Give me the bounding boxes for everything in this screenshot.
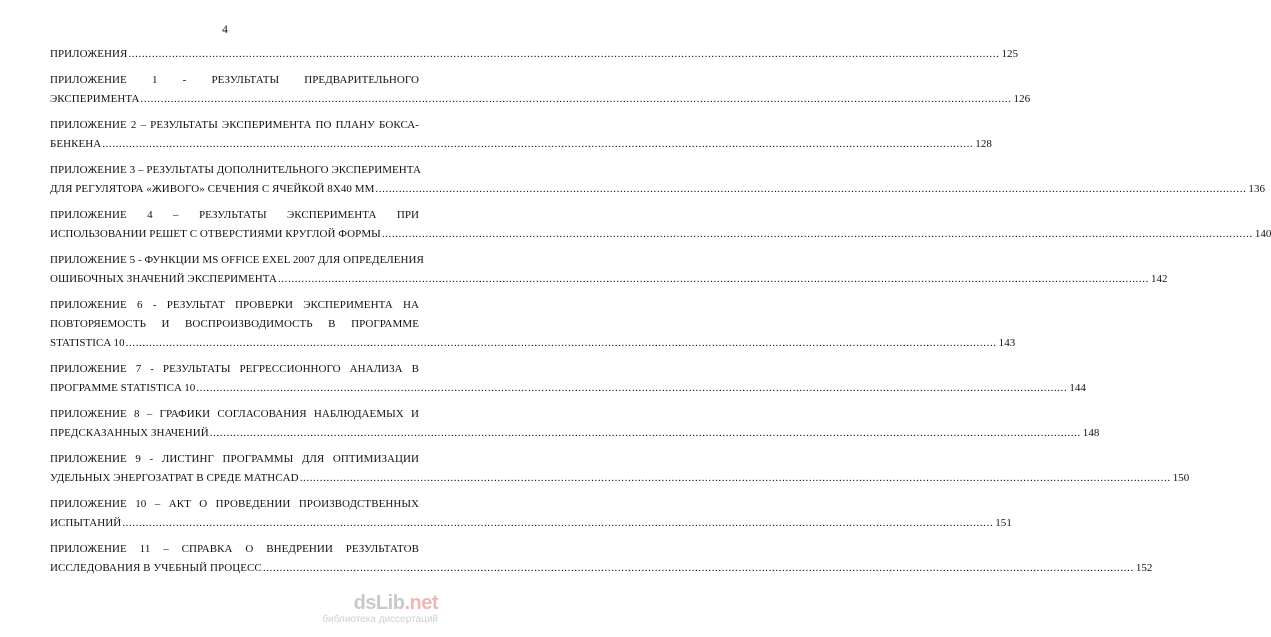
toc-entry-last-line [50,334,1016,353]
toc-entry [50,251,1168,289]
toc-entry-line: ПРИЛОЖЕНИЕ 4 – РЕЗУЛЬТАТЫ ЭКСПЕРИМЕНТА ПРИ [50,209,419,221]
toc-page-number: 136 [1248,183,1266,195]
toc-entry [50,405,1100,443]
toc-entry-title: STATISTICA 10 [50,337,125,349]
toc-leader-dots: .................................................................................................................................................................................................................................................................... [128,48,1000,60]
toc-leader-dots: .................................................................................................................................................................................................................................................................... [277,273,1149,285]
toc-entry-title: УДЕЛЬНЫХ ЭНЕРГОЗАТРАТ В СРЕДЕ MATHCAD [50,472,299,484]
toc-entry [50,360,1086,398]
toc-entry-line: ПРИЛОЖЕНИЕ 1 - РЕЗУЛЬТАТЫ ПРЕДВАРИТЕЛЬНОГО [50,74,419,86]
toc-leader-dots: .................................................................................................................................................................................................................................................................... [209,427,1081,439]
toc-entry-last-line [50,379,1086,398]
toc-leader-dots: .................................................................................................................................................................................................................................................................... [122,517,994,529]
toc-entry-line: ПРИЛОЖЕНИЕ 10 – АКТ О ПРОВЕДЕНИИ ПРОИЗВОДСТВЕННЫХ [50,498,419,510]
toc-page-number: 143 [998,337,1016,349]
toc-entry-title: ИССЛЕДОВАНИЯ В УЧЕБНЫЙ ПРОЦЕСС [50,562,262,574]
toc-entry-title: ДЛЯ РЕГУЛЯТОРА «ЖИВОГО» СЕЧЕНИЯ С ЯЧЕЙКОЙ 8Х40 ММ [50,183,375,195]
toc-page-number: 148 [1082,427,1100,439]
page-number: 4 [222,24,228,36]
toc-entry-title: ИСПОЛЬЗОВАНИИ РЕШЕТ С ОТВЕРСТИЯМИ КРУГЛОЙ ФОРМЫ [50,228,381,240]
toc-entry [50,206,1271,244]
toc-entry [50,495,1012,533]
toc-entry [50,45,1019,64]
toc-entry-line: ПОВТОРЯЕМОСТЬ И ВОСПРОИЗВОДИМОСТЬ В ПРОГРАММЕ [50,318,419,330]
toc-entry-last-line [50,135,992,154]
toc-leader-dots: .................................................................................................................................................................................................................................................................... [140,93,1012,105]
toc-leader-dots: .................................................................................................................................................................................................................................................................... [102,138,974,150]
toc-entry-title: ПРОГРАММЕ STATISTICA 10 [50,382,196,394]
toc-entry-line: ПРИЛОЖЕНИЕ 8 – ГРАФИКИ СОГЛАСОВАНИЯ НАБЛЮДАЕМЫХ И [50,408,419,420]
toc-entry-title: ЭКСПЕРИМЕНТА [50,93,140,105]
table-of-contents [50,45,1271,585]
watermark-subtitle: библиотека диссертаций [322,614,438,625]
toc-entry-title: ИСПЫТАНИЙ [50,517,122,529]
toc-leader-dots: .................................................................................................................................................................................................................................................................... [125,337,997,349]
toc-leader-dots: .................................................................................................................................................................................................................................................................... [196,382,1068,394]
toc-entry-line: ПРИЛОЖЕНИЕ 9 - ЛИСТИНГ ПРОГРАММЫ ДЛЯ ОПТИМИЗАЦИИ [50,453,419,465]
toc-entry-last-line [50,559,1153,578]
toc-entry-last-line [50,180,1266,199]
toc-page-number: 128 [975,138,992,150]
toc-page-number: 126 [1013,93,1031,105]
toc-leader-dots: .................................................................................................................................................................................................................................................................... [262,562,1134,574]
toc-entry-line: ПРИЛОЖЕНИЕ 5 - ФУНКЦИИ MS OFFICE EXEL 2007 ДЛЯ ОПРЕДЕЛЕНИЯ [50,254,424,266]
toc-entry-line: ПРИЛОЖЕНИЕ 11 – СПРАВКА О ВНЕДРЕНИИ РЕЗУЛЬТАТОВ [50,543,419,555]
toc-entry-title: БЕНКЕНА [50,138,102,150]
toc-entry [50,161,1266,199]
toc-entry [50,296,1016,353]
watermark-logo-text: dsLib.net [353,592,438,614]
toc-leader-dots: .................................................................................................................................................................................................................................................................... [375,183,1247,195]
toc-entry-line: ПРИЛОЖЕНИЕ 6 - РЕЗУЛЬТАТ ПРОВЕРКИ ЭКСПЕРИМЕНТА НА [50,299,419,311]
toc-entry-last-line [50,45,1019,64]
toc-entry-title: ПРИЛОЖЕНИЯ [50,48,128,60]
toc-entry-title: ПРЕДСКАЗАННЫХ ЗНАЧЕНИЙ [50,427,209,439]
toc-page-number: 142 [1150,273,1168,285]
toc-page-number: 125 [1001,48,1019,60]
toc-entry-last-line [50,270,1168,289]
toc-entry-last-line [50,225,1271,244]
toc-entry-last-line [50,469,1190,488]
toc-entry [50,71,1031,109]
toc-page-number: 151 [995,517,1012,529]
toc-entry-line: ПРИЛОЖЕНИЕ 3 – РЕЗУЛЬТАТЫ ДОПОЛНИТЕЛЬНОГО ЭКСПЕРИМЕНТА [50,164,422,176]
toc-entry [50,116,992,154]
toc-page-number: 150 [1172,472,1190,484]
toc-leader-dots: .................................................................................................................................................................................................................................................................... [299,472,1171,484]
toc-entry-last-line [50,90,1031,109]
toc-entry [50,450,1190,488]
toc-entry [50,540,1153,578]
toc-page-number: 140 [1254,228,1271,240]
toc-leader-dots: .................................................................................................................................................................................................................................................................... [381,228,1253,240]
toc-entry-title: ОШИБОЧНЫХ ЗНАЧЕНИЙ ЭКСПЕРИМЕНТА [50,273,277,285]
toc-entry-last-line [50,424,1100,443]
watermark-logo [308,593,438,627]
toc-entry-line: ПРИЛОЖЕНИЕ 2 – РЕЗУЛЬТАТЫ ЭКСПЕРИМЕНТА ПО ПЛАНУ БОКСА- [50,119,419,131]
toc-entry-last-line [50,514,1012,533]
toc-page-number: 144 [1069,382,1086,394]
toc-page-number: 152 [1135,562,1153,574]
toc-entry-line: ПРИЛОЖЕНИЕ 7 - РЕЗУЛЬТАТЫ РЕГРЕССИОННОГО АНАЛИЗА В [50,363,419,375]
